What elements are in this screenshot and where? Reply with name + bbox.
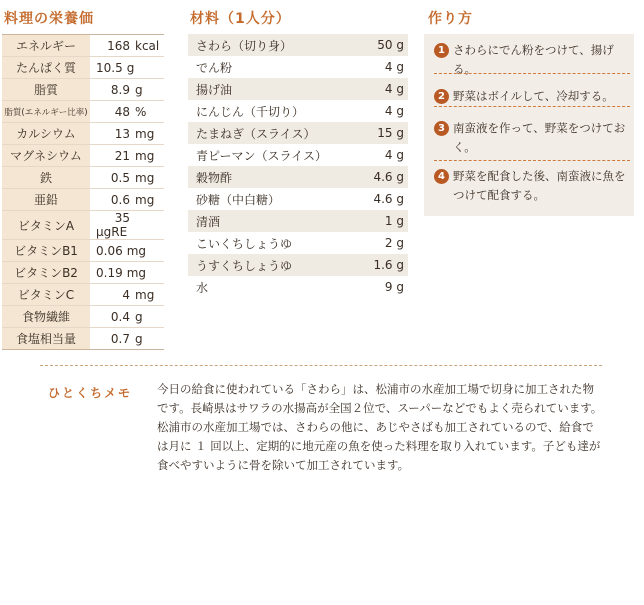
ingredient-amount: 1.6 g	[336, 254, 408, 276]
nutrition-row	[2, 189, 164, 211]
nutrient-name: 脂質(エネルギー比率)	[2, 101, 90, 123]
nutrient-value: 0.6	[110, 192, 130, 207]
ingredients-table	[188, 34, 408, 298]
step-item	[434, 119, 632, 157]
nutrient-value: 48	[114, 104, 130, 119]
ingredient-row	[188, 232, 408, 254]
ingredient-row	[188, 100, 408, 122]
nutrient-name: エネルギー	[2, 35, 90, 57]
nutrition-heading: 料理の栄養価	[4, 11, 94, 27]
nutrient-value-cell	[90, 145, 164, 167]
nutrition-row	[2, 79, 164, 101]
nutrient-value: 10.5	[96, 60, 123, 75]
nutrient-unit: μgRE	[96, 225, 128, 239]
ingredient-row	[188, 166, 408, 188]
ingredient-name: 清酒	[188, 210, 336, 232]
nutrient-value-cell	[90, 284, 164, 306]
nutrient-value-cell	[90, 101, 164, 123]
nutrient-unit: g	[126, 60, 135, 75]
nutrition-row	[2, 123, 164, 145]
nutrient-value: 168	[107, 38, 130, 53]
ingredient-name: にんじん（千切り）	[196, 104, 305, 119]
memo-text: 今日の給食に使われている「さわら」は、松浦市の水産加工場で切身に加工された物です。長崎県はサワラの水揚高が全国２位で、スーパーなどでもよく売られています。松浦市の水産加工場では、さわらの他に、あじやさばも加工されているので、給食では月に １ 回以上、定期的に地元産の魚を使った料理を取り入れています。子ども達が食べやすいように骨を除いて加工されています。	[157, 382, 603, 472]
nutrient-unit: mg	[135, 192, 155, 207]
ingredient-amount: 9 g	[384, 280, 404, 294]
steps-heading: 作り方	[428, 11, 473, 27]
nutrient-name: ビタミンA	[2, 211, 90, 240]
nutrient-value-cell	[90, 123, 164, 145]
ingredient-name: さわら（切り身）	[188, 34, 336, 56]
ingredient-row	[188, 188, 408, 210]
step-number-badge: 4	[434, 169, 449, 184]
nutrition-table	[2, 34, 164, 350]
nutrient-unit: mg	[126, 265, 147, 280]
nutrition-row	[2, 211, 164, 240]
step-separator	[434, 73, 630, 74]
ingredient-name: 穀物酢	[188, 166, 336, 188]
nutrient-name: 脂質	[2, 79, 90, 101]
ingredient-name: 揚げ油	[188, 78, 336, 100]
ingredients-heading: 材料（1人分）	[190, 11, 291, 27]
ingredient-row	[188, 210, 408, 232]
nutrient-value: 0.19	[96, 265, 123, 280]
nutrient-unit: g	[135, 331, 143, 346]
step-text: 南蛮液を作って、野菜をつけておく。	[453, 121, 626, 154]
nutrient-unit: kcal	[135, 38, 160, 53]
nutrient-value: 8.9	[110, 82, 130, 97]
step-text: さわらにでん粉をつけて、揚げる。	[453, 43, 614, 76]
nutrition-row	[2, 145, 164, 167]
step-text: 野菜はボイルして、冷却する。	[453, 89, 614, 103]
nutrient-name: マグネシウム	[2, 145, 90, 167]
nutrient-name: カルシウム	[2, 123, 90, 145]
nutrient-unit: g	[135, 82, 143, 97]
nutrient-unit: mg	[135, 126, 155, 141]
ingredient-row	[188, 276, 408, 298]
nutrient-value-cell	[90, 189, 164, 211]
nutrient-name: 食物繊維	[2, 306, 90, 328]
nutrient-value: 0.06	[96, 243, 123, 258]
ingredient-name: こいくちしょうゆ	[196, 236, 293, 251]
step-number-badge: 1	[434, 43, 449, 58]
ingredient-name: 水	[196, 280, 209, 295]
ingredient-amount: 50 g	[336, 34, 408, 56]
nutrient-value-cell	[90, 167, 164, 189]
nutrient-unit: mg	[135, 287, 155, 302]
ingredient-amount: 4 g	[384, 104, 404, 118]
nutrient-name: 亜鉛	[2, 189, 90, 211]
nutrition-row	[2, 35, 164, 57]
ingredient-name: 砂糖（中白糖）	[196, 192, 281, 207]
nutrient-name: ビタミンB2	[2, 262, 90, 284]
ingredient-row	[188, 144, 408, 166]
nutrition-row	[2, 306, 164, 328]
ingredient-row	[188, 56, 408, 78]
nutrition-row	[2, 262, 164, 284]
step-number-badge: 3	[434, 121, 449, 136]
nutrient-value-cell	[90, 211, 164, 240]
nutrition-row	[2, 57, 164, 79]
ingredient-amount: 4.6 g	[373, 192, 404, 206]
nutrient-value-cell	[90, 57, 164, 79]
nutrient-value: 13	[114, 126, 130, 141]
nutrient-value: 4	[122, 287, 130, 302]
nutrient-unit: mg	[126, 243, 147, 258]
ingredient-amount: 4 g	[384, 60, 404, 74]
nutrient-unit: mg	[135, 170, 155, 185]
ingredient-name: たまねぎ（スライス）	[188, 122, 336, 144]
ingredient-row	[188, 78, 408, 100]
nutrient-name: 鉄	[2, 167, 90, 189]
ingredient-amount: 4 g	[336, 78, 408, 100]
nutrition-row	[2, 101, 164, 123]
step-separator	[434, 106, 630, 107]
memo-label: ひとくちメモ	[48, 386, 133, 400]
nutrition-row	[2, 284, 164, 306]
nutrient-value-cell	[90, 240, 164, 262]
step-item	[434, 87, 632, 106]
ingredient-row	[188, 34, 408, 56]
nutrient-name: ビタミンC	[2, 284, 90, 306]
section-divider	[40, 365, 602, 366]
nutrient-value-cell	[90, 262, 164, 284]
nutrition-row	[2, 240, 164, 262]
nutrient-value: 0.7	[110, 331, 130, 346]
step-text: 野菜を配食した後、南蛮液に魚をつけて配食する。	[453, 169, 626, 202]
nutrient-value-cell	[90, 79, 164, 101]
nutrient-value-cell	[90, 306, 164, 328]
ingredient-row	[188, 254, 408, 276]
nutrient-value-cell	[90, 328, 164, 350]
step-item	[434, 167, 632, 205]
nutrient-value: 0.4	[110, 309, 130, 324]
ingredient-amount: 15 g	[336, 122, 408, 144]
ingredient-name: うすくちしょうゆ	[188, 254, 336, 276]
ingredient-row	[188, 122, 408, 144]
step-number-badge: 2	[434, 89, 449, 104]
ingredient-name: でん粉	[196, 60, 233, 75]
ingredient-name: 青ピーマン（スライス）	[196, 148, 328, 163]
nutrient-value: 0.5	[110, 170, 130, 185]
nutrient-name: ビタミンB1	[2, 240, 90, 262]
nutrition-row	[2, 328, 164, 350]
step-separator	[434, 160, 630, 161]
nutrition-row	[2, 167, 164, 189]
ingredient-amount: 1 g	[336, 210, 408, 232]
ingredient-amount: 4 g	[384, 148, 404, 162]
nutrient-value: 35	[114, 211, 130, 225]
nutrient-value-cell	[90, 35, 164, 57]
nutrient-value: 21	[114, 148, 130, 163]
steps-panel	[424, 34, 634, 216]
nutrient-unit: %	[135, 104, 147, 119]
ingredient-amount: 2 g	[384, 236, 404, 250]
nutrient-unit: mg	[135, 148, 155, 163]
nutrient-name: 食塩相当量	[2, 328, 90, 350]
ingredient-amount: 4.6 g	[336, 166, 408, 188]
nutrient-name: たんぱく質	[2, 57, 90, 79]
nutrient-unit: g	[135, 309, 143, 324]
